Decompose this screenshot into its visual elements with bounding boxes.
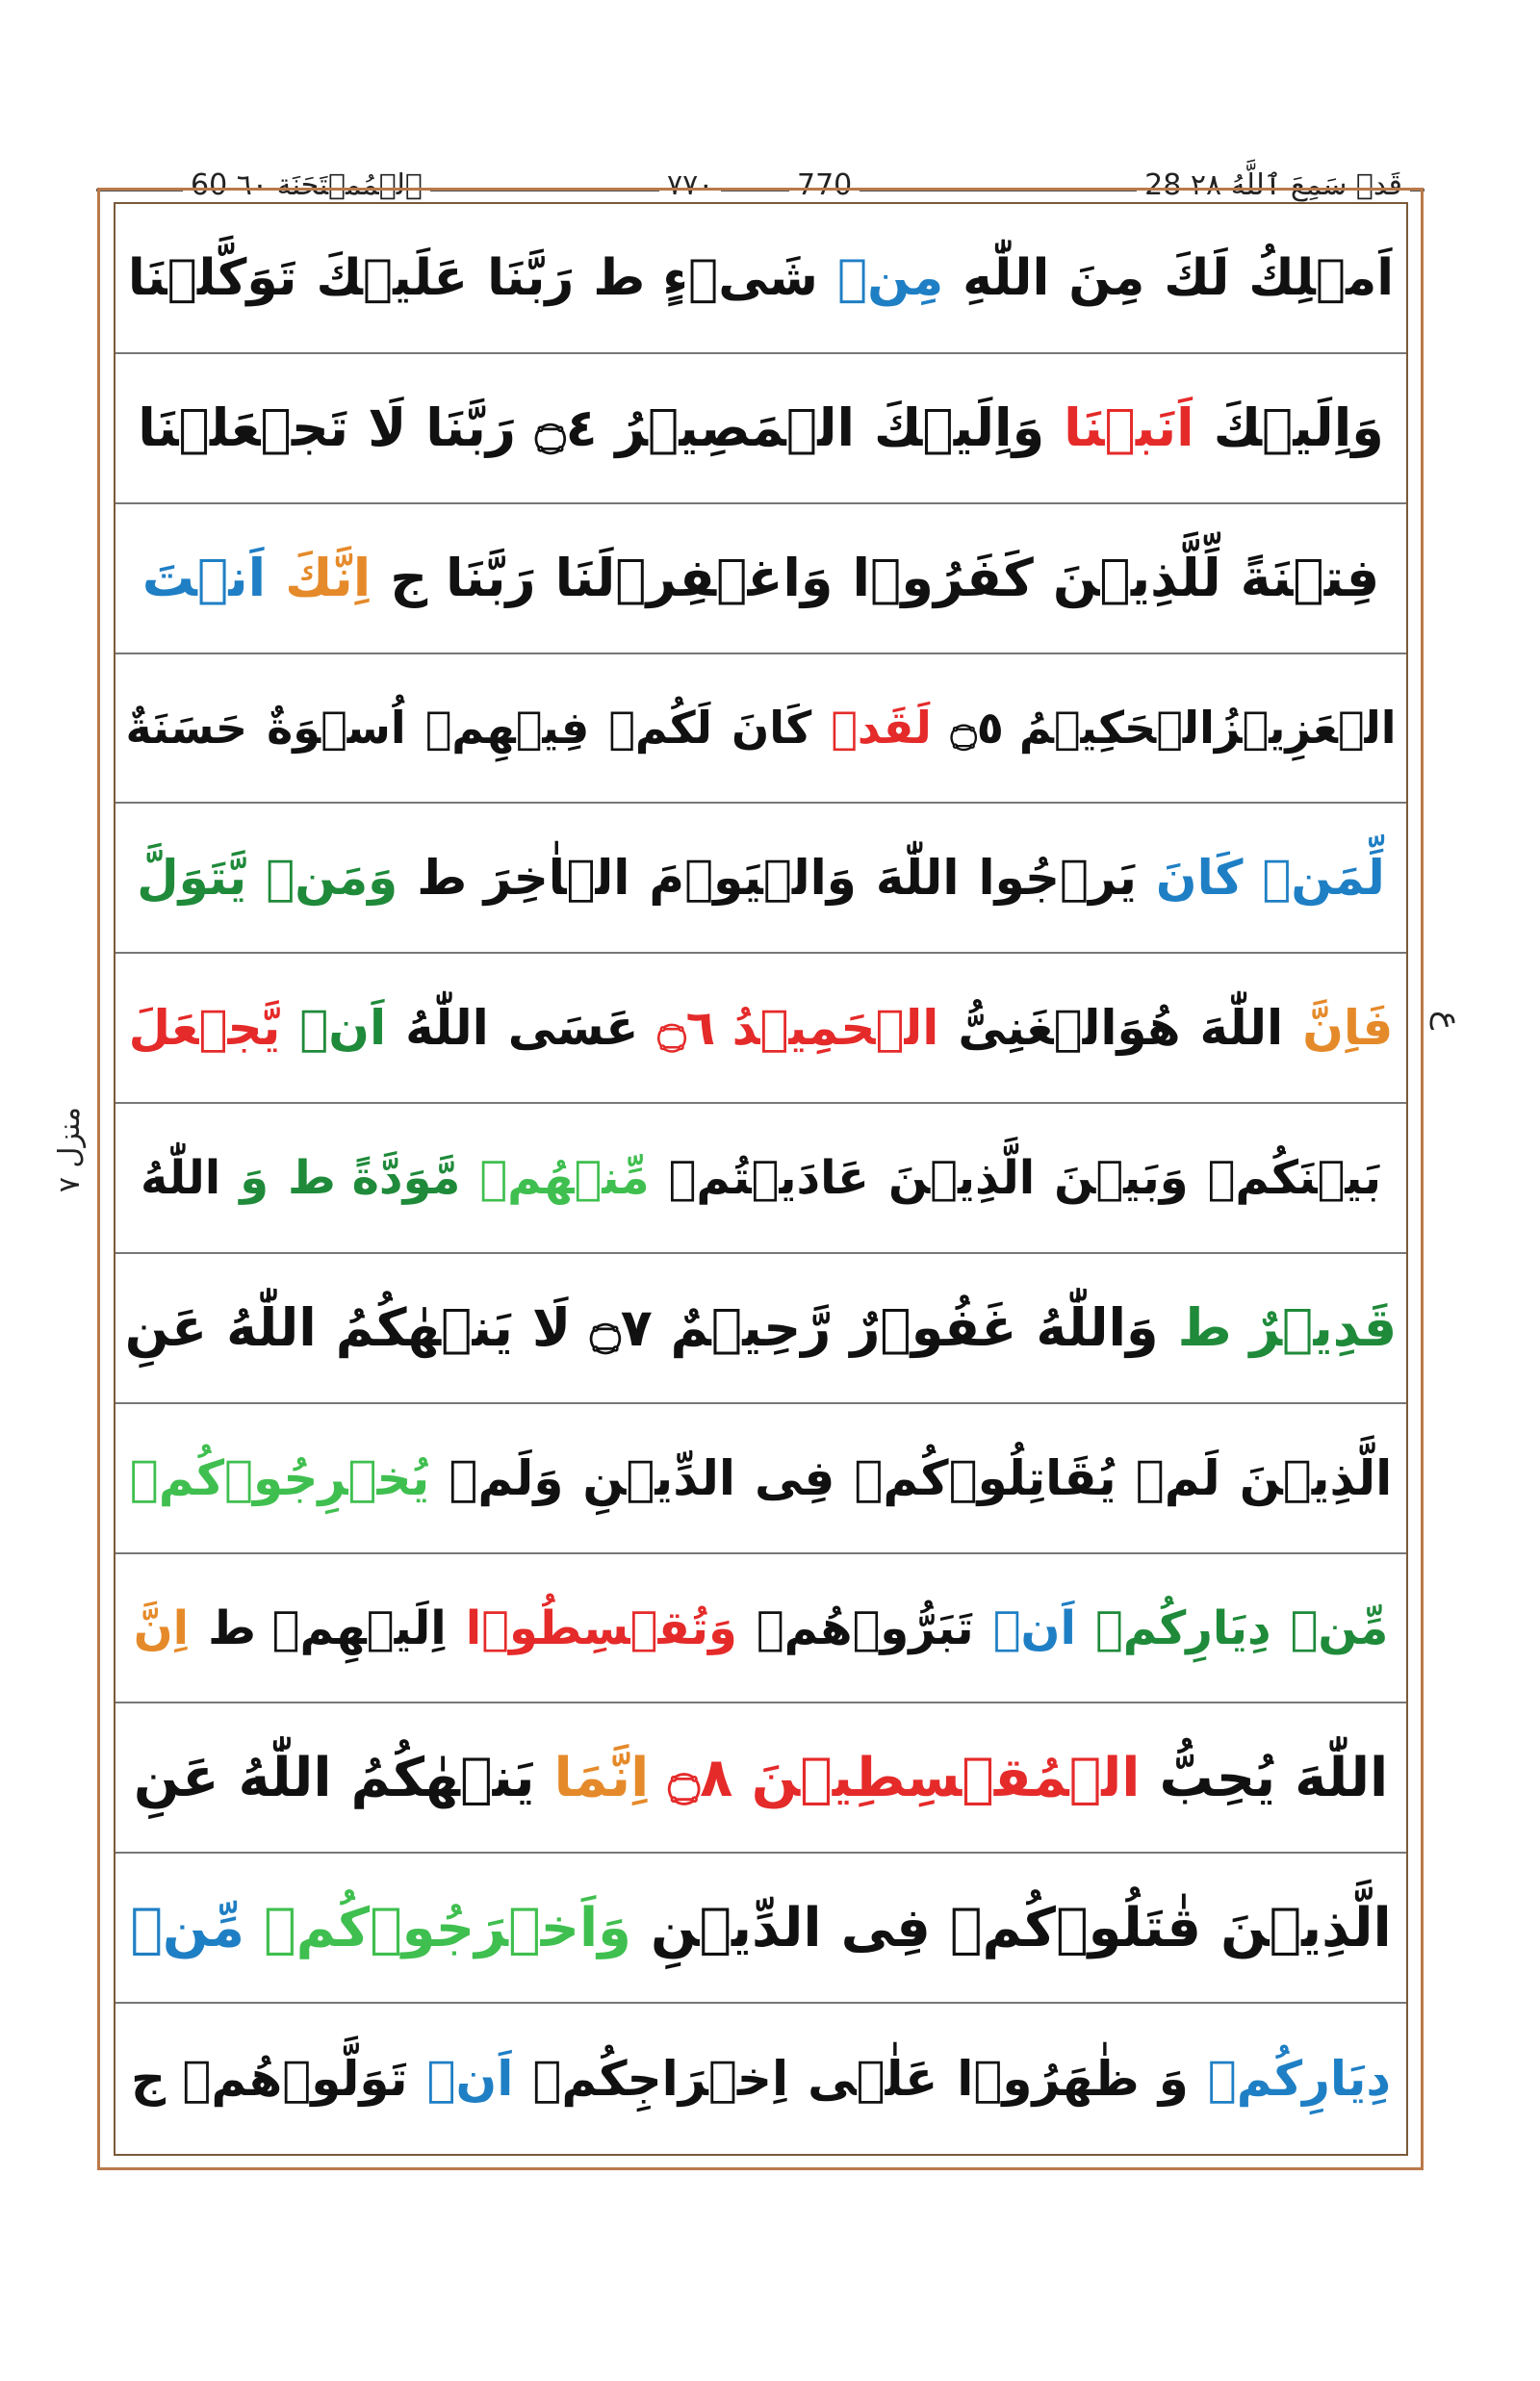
word: یَنۡهٰكُمُ bbox=[350, 1746, 535, 1809]
word: عَلٰۤی bbox=[808, 2051, 938, 2108]
manzil-marker: منزل ٧ bbox=[53, 1107, 87, 1193]
word: قٰتَلُوۡكُمۡ bbox=[949, 1896, 1202, 1959]
word: لَمۡ bbox=[1135, 1449, 1220, 1506]
text-line bbox=[116, 204, 1406, 354]
word: وَاَخۡرَجُوۡكُمۡ bbox=[263, 1896, 631, 1959]
word: الَّذِیۡنَ bbox=[1239, 1449, 1393, 1506]
word: كَانَ bbox=[1155, 850, 1244, 907]
word: تَوَكَّلۡنَا bbox=[127, 248, 297, 307]
word: اللّٰهَ bbox=[875, 850, 960, 907]
word: الۡعَزِیۡزُالۡحَكِیۡمُ ۝٥ bbox=[950, 702, 1397, 755]
word: وَلَمۡ bbox=[449, 1449, 564, 1506]
juz-name: 28 قَدۡ سَمِعَ ٱللَّهُ ٢٨ bbox=[1137, 162, 1410, 210]
word: وَ bbox=[240, 1150, 270, 1205]
text-line bbox=[116, 1104, 1406, 1254]
word: اِخۡرَاجِكُمۡ bbox=[532, 2051, 789, 2108]
word: حَسَنَةٌ bbox=[125, 702, 248, 755]
word: قَدِیۡرٌ ط bbox=[1177, 1297, 1398, 1359]
word: مِنۡ bbox=[836, 248, 944, 307]
word: رَبَّنَا bbox=[425, 397, 516, 459]
word: شَیۡءٍ ط bbox=[593, 248, 818, 307]
word: اَنۡ bbox=[299, 1000, 387, 1057]
word: اللّٰهِ bbox=[962, 248, 1050, 307]
word: وَبَیۡنَ bbox=[1054, 1150, 1189, 1205]
word: لِّلَّذِیۡنَ bbox=[1052, 548, 1221, 609]
word: وَاغۡفِرۡلَنَا bbox=[554, 548, 834, 609]
word: هُوَالۡغَنِیُّ bbox=[958, 1000, 1181, 1057]
word: اِنَّ bbox=[133, 1600, 190, 1655]
word: یُحِبُّ bbox=[1159, 1746, 1276, 1809]
word: لَقَدۡ bbox=[831, 702, 932, 755]
word: الَّذِیۡنَ bbox=[887, 1150, 1036, 1205]
word: یَرۡجُوا bbox=[978, 850, 1137, 907]
text-line bbox=[116, 804, 1406, 954]
word: الۡحَمِیۡدُ ۝٦ bbox=[657, 1000, 939, 1057]
word: مَّوَدَّةً ط bbox=[288, 1150, 461, 1205]
word: عَنِ bbox=[133, 1746, 219, 1809]
word: وَاِلَیۡكَ bbox=[874, 397, 1045, 459]
word: مِّنۡ bbox=[130, 1896, 244, 1959]
word: وَاِلَیۡكَ bbox=[1213, 397, 1384, 459]
word: غَفُوۡرٌ bbox=[850, 1297, 1017, 1359]
text-line bbox=[116, 954, 1406, 1104]
word: یَنۡهٰكُمُ bbox=[335, 1297, 513, 1359]
word: وَ bbox=[1158, 2051, 1189, 2108]
word: رَبَّنَا ج bbox=[390, 548, 536, 609]
text-line bbox=[116, 1703, 1406, 1854]
word: وَاللّٰهُ bbox=[1036, 1297, 1159, 1359]
word: فِتۡنَةً bbox=[1240, 548, 1380, 609]
word: لَا bbox=[531, 1297, 572, 1359]
word: یَّجۡعَلَ bbox=[128, 1000, 281, 1057]
word: مِّنۡهُمۡ bbox=[479, 1150, 650, 1205]
word: رَّحِیۡمٌ ۝٧ bbox=[590, 1297, 832, 1359]
word: اِنَّكَ bbox=[285, 548, 372, 609]
word: مِّنۡ bbox=[1290, 1600, 1389, 1655]
word: فِی bbox=[755, 1449, 835, 1506]
word: تَبَرُّوۡهُمۡ bbox=[756, 1600, 974, 1655]
word: الدِّیۡنِ bbox=[650, 1896, 822, 1959]
word: دِیَارِكُمۡ bbox=[1094, 1600, 1271, 1655]
text-line bbox=[116, 504, 1406, 654]
word: اللّٰهُ bbox=[141, 1150, 221, 1205]
text-line bbox=[116, 1254, 1406, 1404]
word: كَانَ bbox=[731, 702, 812, 755]
word: الۡاٰخِرَ ط bbox=[417, 850, 630, 907]
word: مِنَ bbox=[1068, 248, 1145, 307]
text-line bbox=[116, 354, 1406, 504]
word: اللّٰهُ bbox=[226, 1297, 317, 1359]
word: لَكَ bbox=[1164, 248, 1230, 307]
word: فَاِنَّ bbox=[1302, 1000, 1394, 1057]
word: ظٰهَرُوۡا bbox=[957, 2051, 1140, 2108]
word: وَمَنۡ bbox=[266, 850, 398, 907]
word: تَوَلَّوۡهُمۡ ج bbox=[130, 2051, 408, 2108]
word: اَمۡلِكُ bbox=[1248, 248, 1395, 307]
word: عَنِ bbox=[124, 1297, 208, 1359]
word: اَنۡ bbox=[426, 2051, 514, 2108]
surah-name: 60 ٱلۡمُمۡتَحَنَة ٦٠ bbox=[183, 162, 430, 210]
word: الۡمُقۡسِطِیۡنَ ۝٨ bbox=[668, 1746, 1141, 1809]
word: وَتُقۡسِطُوۡا bbox=[465, 1600, 737, 1655]
word: اَنَبۡنَا bbox=[1064, 397, 1194, 459]
text-line bbox=[116, 1404, 1406, 1554]
word: عَادَیۡتُمۡ bbox=[668, 1150, 869, 1205]
word: فِی bbox=[840, 1896, 931, 1959]
word: بَیۡنَكُمۡ bbox=[1207, 1150, 1381, 1205]
word: رَبَّنَا bbox=[487, 248, 575, 307]
word: یُقَاتِلُوۡكُمۡ bbox=[854, 1449, 1116, 1506]
word: اِلَیۡهِمۡ ط bbox=[208, 1600, 447, 1655]
word: الۡمَصِیۡرُ ۝٤ bbox=[534, 397, 856, 459]
word: اَنۡ bbox=[992, 1600, 1076, 1655]
text-area bbox=[114, 202, 1408, 2156]
word: وَالۡیَوۡمَ bbox=[649, 850, 857, 907]
word: یُخۡرِجُوۡكُمۡ bbox=[129, 1449, 430, 1506]
ruku-marker: ع bbox=[1429, 1011, 1468, 1031]
word: تَجۡعَلۡنَا bbox=[138, 397, 349, 459]
word: اَنۡتَ bbox=[141, 548, 267, 609]
word: الدِّیۡنِ bbox=[582, 1449, 735, 1506]
word: فِیۡهِمۡ bbox=[424, 702, 590, 755]
word: اللّٰهَ bbox=[1295, 1746, 1389, 1809]
text-line bbox=[116, 1554, 1406, 1704]
text-line bbox=[116, 654, 1406, 805]
word: الَّذِیۡنَ bbox=[1220, 1896, 1392, 1959]
word: عَلَیۡكَ bbox=[316, 248, 469, 307]
word: عَسَی bbox=[507, 1000, 639, 1057]
word: كَفَرُوۡا bbox=[852, 548, 1034, 609]
word: لِّمَنۡ bbox=[1262, 850, 1385, 907]
word: اللّٰهَ bbox=[1199, 1000, 1284, 1057]
word: اِنَّمَا bbox=[553, 1746, 650, 1809]
word: یَّتَوَلَّ bbox=[137, 850, 247, 907]
text-line bbox=[116, 2004, 1406, 2154]
text-line bbox=[116, 1854, 1406, 2004]
page-number-urdu: ٧٧٠ bbox=[659, 162, 721, 210]
word: اللّٰهُ bbox=[405, 1000, 489, 1057]
word: دِیَارِكُمۡ bbox=[1207, 2051, 1392, 2108]
page-number: 770 bbox=[789, 162, 860, 210]
word: لَا bbox=[368, 397, 407, 459]
word: اُسۡوَةٌ bbox=[267, 702, 406, 755]
word: اللّٰهُ bbox=[238, 1746, 332, 1809]
word: لَكُمۡ bbox=[608, 702, 712, 755]
